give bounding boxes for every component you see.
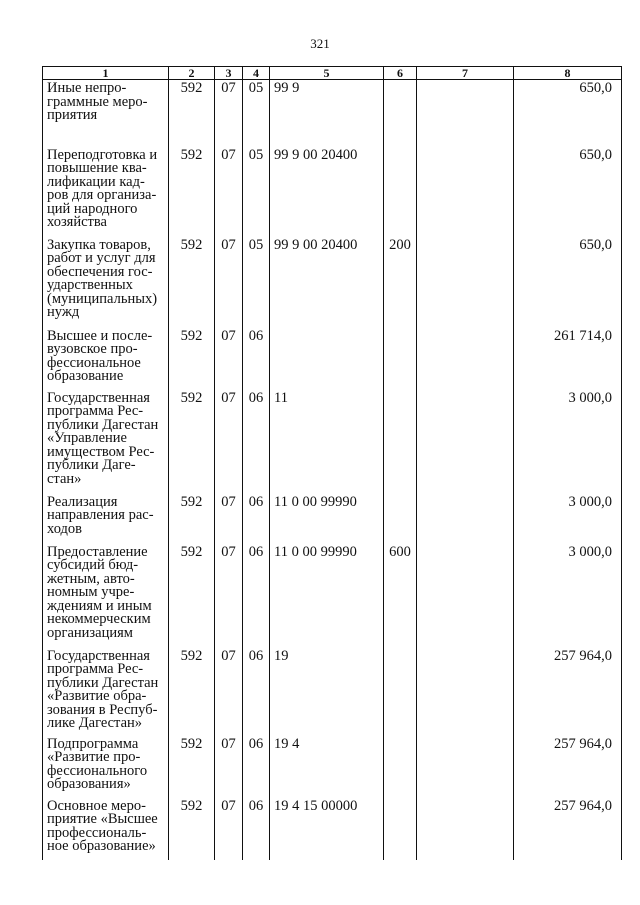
- row-col-8: 650,0: [514, 147, 622, 237]
- table-row: [43, 390, 622, 494]
- row-col-8: 257 964,0: [514, 648, 622, 736]
- row-col-5: 11 0 00 99990: [270, 544, 384, 648]
- row-col-8: 257 964,0: [514, 736, 622, 798]
- row-col-4: 05: [243, 237, 270, 328]
- row-col-2: 592: [169, 736, 215, 798]
- row-col-4: 06: [243, 736, 270, 798]
- row-col-6: [384, 648, 417, 736]
- row-col-3: 07: [215, 80, 243, 147]
- row-col-6: [384, 390, 417, 494]
- budget-table: [42, 66, 622, 860]
- row-col-7: [417, 798, 514, 860]
- row-col-6: [384, 328, 417, 390]
- row-col-5: 99 9: [270, 80, 384, 147]
- row-col-7: [417, 544, 514, 648]
- row-col-6: [384, 798, 417, 860]
- row-col-7: [417, 147, 514, 237]
- row-col-7: [417, 237, 514, 328]
- row-col-6: [384, 147, 417, 237]
- row-name: Реализация направления рас- ходов: [43, 494, 169, 544]
- row-col-7: [417, 80, 514, 147]
- table-row: [43, 237, 622, 328]
- row-name: Государственная программа Рес- публики Дагестан «Развитие обра- зования в Респуб- лике Дагестан»: [43, 648, 169, 736]
- row-col-8: 650,0: [514, 237, 622, 328]
- row-col-6: 200: [384, 237, 417, 328]
- row-col-3: 07: [215, 736, 243, 798]
- row-col-2: 592: [169, 544, 215, 648]
- row-col-6: [384, 80, 417, 147]
- row-col-8: 3 000,0: [514, 544, 622, 648]
- row-col-5: 11 0 00 99990: [270, 494, 384, 544]
- row-col-8: 3 000,0: [514, 494, 622, 544]
- row-col-4: 06: [243, 648, 270, 736]
- header-col-4: 4: [243, 67, 270, 80]
- row-col-4: 06: [243, 798, 270, 860]
- row-col-3: 07: [215, 237, 243, 328]
- row-col-7: [417, 648, 514, 736]
- row-name: Подпрограмма «Развитие про- фессионального образования»: [43, 736, 169, 798]
- row-col-5: 19: [270, 648, 384, 736]
- table-row: [43, 648, 622, 736]
- header-col-3: 3: [215, 67, 243, 80]
- row-col-2: 592: [169, 237, 215, 328]
- row-col-2: 592: [169, 648, 215, 736]
- row-name: Государственная программа Рес- публики Дагестан «Управление имуществом Рес- публики Даге- стан»: [43, 390, 169, 494]
- table-row: [43, 328, 622, 390]
- row-name: Высшее и после- вузовское про- фессиональное образование: [43, 328, 169, 390]
- table-row: [43, 798, 622, 860]
- row-name: Переподготовка и повышение ква- лификации кад- ров для организа- ций народного хозяйства: [43, 147, 169, 237]
- page-number: 321: [310, 36, 330, 51]
- header-col-7: 7: [417, 67, 514, 80]
- row-col-3: 07: [215, 390, 243, 494]
- row-col-4: 06: [243, 328, 270, 390]
- table-header-row: [43, 67, 622, 80]
- row-name: Иные непро- граммные меро- приятия: [43, 80, 169, 147]
- row-name: Основное меро- приятие «Высшее профессиональ- ное образование»: [43, 798, 169, 860]
- row-col-7: [417, 494, 514, 544]
- row-col-2: 592: [169, 147, 215, 237]
- row-col-4: 06: [243, 494, 270, 544]
- row-col-6: [384, 494, 417, 544]
- header-col-5: 5: [270, 67, 384, 80]
- row-col-5: 19 4 15 00000: [270, 798, 384, 860]
- row-col-6: [384, 736, 417, 798]
- row-col-8: 257 964,0: [514, 798, 622, 860]
- table-row: [43, 736, 622, 798]
- row-col-7: [417, 390, 514, 494]
- header-col-2: 2: [169, 67, 215, 80]
- row-col-8: 650,0: [514, 80, 622, 147]
- table-row: [43, 80, 622, 147]
- row-col-3: 07: [215, 328, 243, 390]
- header-col-1: 1: [43, 67, 169, 80]
- row-name: Закупка товаров, работ и услуг для обеспечения гос- ударственных (муниципальных) нужд: [43, 237, 169, 328]
- row-col-5: [270, 328, 384, 390]
- row-col-7: [417, 328, 514, 390]
- row-col-2: 592: [169, 494, 215, 544]
- row-col-4: 06: [243, 544, 270, 648]
- row-col-5: 19 4: [270, 736, 384, 798]
- row-col-5: 99 9 00 20400: [270, 237, 384, 328]
- table-row: [43, 494, 622, 544]
- row-col-2: 592: [169, 390, 215, 494]
- row-col-6: 600: [384, 544, 417, 648]
- table-row: [43, 544, 622, 648]
- row-col-5: 99 9 00 20400: [270, 147, 384, 237]
- row-col-4: 06: [243, 390, 270, 494]
- row-col-5: 11: [270, 390, 384, 494]
- row-col-4: 05: [243, 147, 270, 237]
- row-col-2: 592: [169, 798, 215, 860]
- row-col-2: 592: [169, 80, 215, 147]
- row-col-8: 3 000,0: [514, 390, 622, 494]
- row-col-3: 07: [215, 544, 243, 648]
- row-col-2: 592: [169, 328, 215, 390]
- row-col-4: 05: [243, 80, 270, 147]
- header-col-8: 8: [514, 67, 622, 80]
- row-col-7: [417, 736, 514, 798]
- row-col-3: 07: [215, 798, 243, 860]
- header-col-6: 6: [384, 67, 417, 80]
- table-row: [43, 147, 622, 237]
- row-col-3: 07: [215, 147, 243, 237]
- row-name: Предоставление субсидий бюд- жетным, авто- номным учре- ждениям и иным некоммерческим организациям: [43, 544, 169, 648]
- row-col-8: 261 714,0: [514, 328, 622, 390]
- row-col-3: 07: [215, 648, 243, 736]
- row-col-3: 07: [215, 494, 243, 544]
